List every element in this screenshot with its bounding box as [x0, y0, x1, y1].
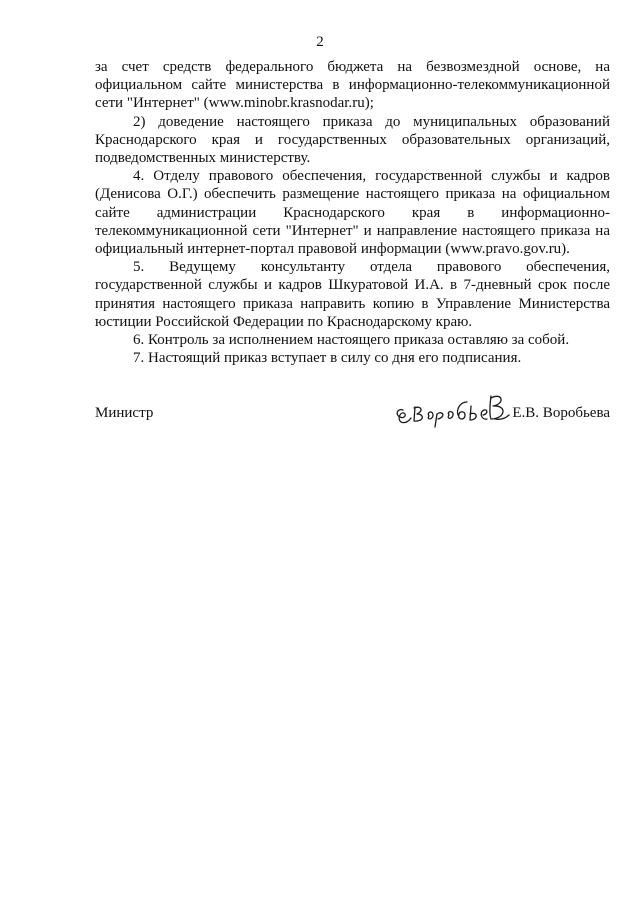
- paragraph-item-7: 7. Настоящий приказ вступает в силу со дня его подписания.: [133, 350, 522, 367]
- paragraph-continuation: за счет средств федерального бюджета на безвозмездной основе, на официальном сайте министерства в информационно-телекоммуникационной сети "Интернет" (www.minobr.krasnodar.ru);: [95, 59, 610, 112]
- signature-block: [95, 400, 610, 430]
- document-body: [95, 58, 610, 367]
- paragraph-item-6: 6. Контроль за исполнением настоящего приказа оставляю за собой.: [133, 332, 570, 349]
- signer-title: Министр: [95, 405, 154, 421]
- handwritten-signature: [391, 388, 513, 428]
- paragraph-item-2: 2) доведение настоящего приказа до муниципальных образований Краснодарского края и государственных образовательных организаций, подведомственных министерству.: [95, 113, 610, 167]
- paragraph-item-5: 5. Ведущему консультанту отдела правового обеспечения, государственной службы и кадров Шкуратовой И.А. в 7-дневный срок после принятия настоящего приказа направить копию в Управление Министерства юстиции Российской Федерации по Краснодарскому краю.: [95, 259, 610, 330]
- page-number: 2: [316, 34, 324, 50]
- signer-name: Е.В. Воробьева: [512, 405, 610, 421]
- paragraph-item-4: 4. Отделу правового обеспечения, государственной службы и кадров (Денисова О.Г.) обеспечить размещение настоящего приказа на официальном сайте администрации Краснодарского края в информационно-телекоммуникационной сети "Интернет" и направление настоящего приказа на официальный интернет-портал правовой информации (www.pravo.gov.ru).: [95, 168, 610, 258]
